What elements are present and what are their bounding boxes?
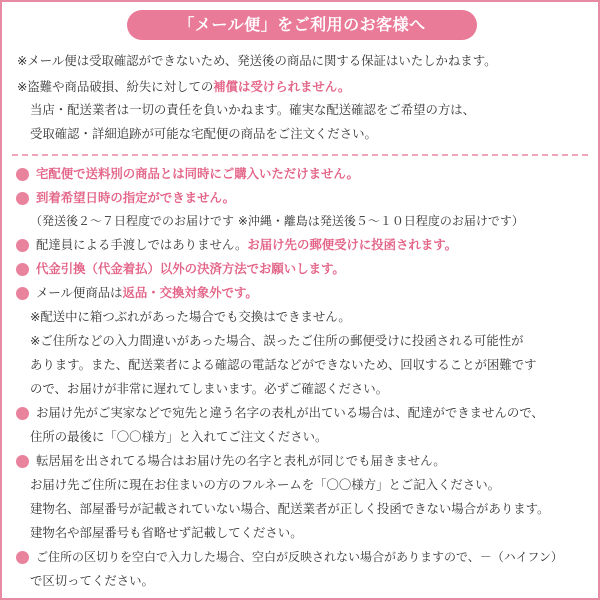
item-subline: （発送後２～７日程度でのお届けです ※沖縄・離島は発送後５～１０日程度のお届けです） [30, 214, 524, 228]
bullet-dot-icon [16, 551, 29, 564]
note-highlight: 補償は受けられません。 [213, 79, 351, 94]
bullet-dot-icon [16, 263, 29, 276]
item-subline: ※配送中に箱つぶれがあった場合でも交換はできません。 [30, 309, 351, 324]
note-line [17, 79, 350, 95]
bullet-dot-icon [16, 192, 29, 205]
item-subline: 住所の最後に「〇〇様方」と入れてご注文ください。 [30, 429, 328, 444]
bullet-dot-icon [16, 407, 29, 420]
item-highlight: 代金引換（代金着払）以外の決済方法でお願いします。 [36, 261, 345, 276]
item-highlight: お届け先の郵便受けに投函されます。 [247, 237, 458, 252]
list-item: 転居届を出されてる場合はお届け先の名字と表札が同じでも届きません。 [36, 453, 446, 468]
list-item [36, 237, 457, 253]
title-banner: 「メール便」をご利用のお客様へ [127, 10, 477, 40]
item-subline: で区切ってください。 [30, 573, 154, 588]
item-subline: ので、お届けが非常に遅れてしまいます。必ずご確認ください。 [30, 381, 389, 396]
list-item [36, 285, 258, 301]
list-item: お届け先がご実家などで宛先と違う名字の表札が出ている場合は、配達ができませんので、 [36, 405, 544, 420]
dashed-divider [12, 154, 588, 156]
bullet-dot-icon [16, 239, 29, 252]
item-subline: 建物名、部屋番号が記載されていない場合、配送業者が正しく投函できない場合があります。 [30, 501, 550, 516]
item-highlight: 返品・交換対象外です。 [122, 285, 258, 300]
note-line: ※メール便は受取確認ができないため、発送後の商品に関する保証はいたしかねます。 [17, 53, 497, 68]
bullet-dot-icon [16, 168, 29, 181]
item-subline: あります。また、配送業者による確認の電話などができないため、回収することが困難です [30, 357, 537, 372]
note-text: ※盗難や商品破損、紛失に対しての [17, 79, 214, 94]
item-subline: お届け先ご住所に現在お住まいの方のフルネームを「〇〇様方」とご記入ください。 [30, 477, 500, 492]
bullet-dot-icon [16, 455, 29, 468]
item-highlight: 宅配便で送料別の商品とは同時にご購入いただけません。 [36, 166, 359, 181]
item-subline: ※ご住所などの入力間違いがあった場合、誤ったご住所の郵便受けに投函される可能性が [30, 333, 524, 348]
list-item [36, 190, 235, 206]
list-item [36, 166, 359, 182]
item-text: 配達員による手渡しではありません。 [36, 237, 248, 252]
list-item [36, 261, 345, 277]
list-item: ご住所の区切りを空白で入力した場合、空白が反映されない場合がありますので、－（ハイフン） [36, 550, 563, 564]
item-text: メール便商品は [36, 285, 123, 300]
item-highlight: 到着希望日時の指定ができません。 [36, 190, 235, 205]
item-subline: 建物名や部屋番号も省略せず記載してください。 [30, 525, 303, 540]
note-line: 受取確認・詳細追跡が可能な宅配便の商品をご注文ください。 [30, 126, 377, 141]
note-line: 当店・配送業者は一切の責任を負いかねます。確実な配送確認をご希望の方は、 [30, 102, 476, 117]
bullet-dot-icon [16, 287, 29, 300]
